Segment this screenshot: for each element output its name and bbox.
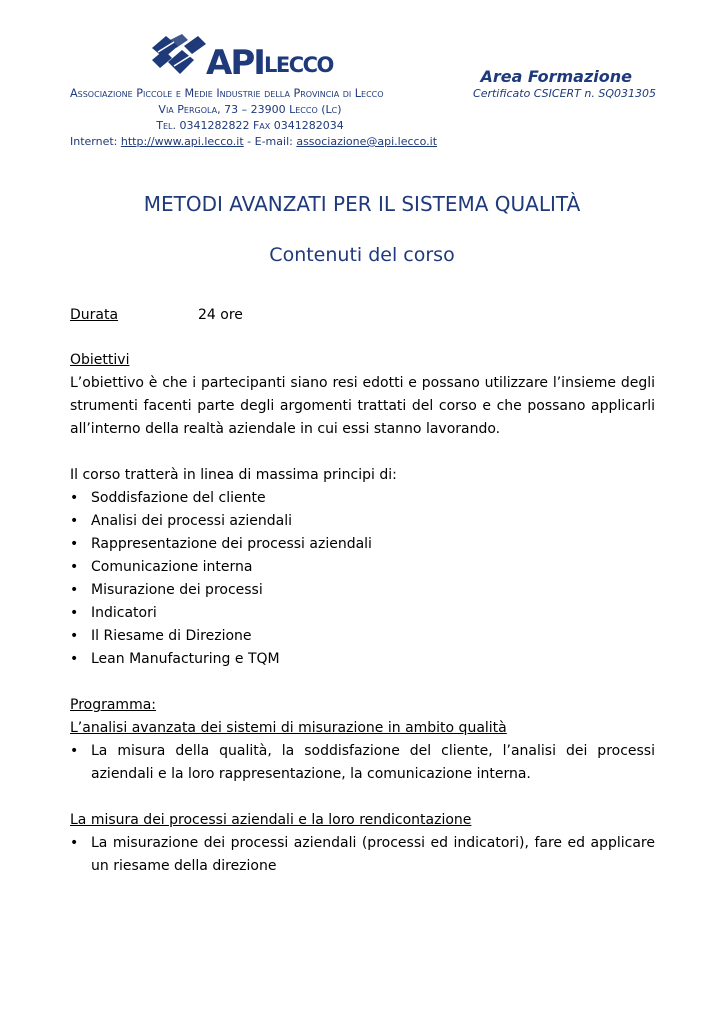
programma-heading: Programma:: [70, 697, 157, 713]
svg-text:LECCO: LECCO: [264, 53, 333, 77]
list-item: • Soddisfazione del cliente: [70, 487, 655, 510]
section2-title: La misura dei processi aziendali e la loro rendicontazione: [70, 812, 472, 828]
certificate-number: Certificato CSICERT n. SQ031305: [473, 87, 656, 100]
association-address: Via Pergola, 73 – 23900 Lecco (Lc): [158, 103, 342, 116]
email-label: - E-mail:: [243, 135, 293, 148]
association-phone: Tel. 0341282822 Fax 0341282034: [156, 119, 344, 132]
page-title: METODI AVANZATI PER IL SISTEMA QUALITÀ: [143, 192, 581, 216]
bullet-icon: •: [70, 582, 79, 598]
list-item: • Analisi dei processi aziendali: [70, 510, 655, 533]
email-link[interactable]: associazione@api.lecco.it: [296, 135, 438, 148]
section1-title: L’analisi avanzata dei sistemi di misurazione in ambito qualità: [70, 720, 507, 736]
bullet-icon: •: [70, 628, 79, 644]
list-item: • Rappresentazione dei processi aziendali: [70, 533, 655, 556]
principi-list: [70, 487, 655, 671]
list-item: • Misurazione dei processi: [70, 579, 655, 602]
list-item: • Il Riesame di Direzione: [70, 625, 655, 648]
bullet-icon: •: [70, 490, 79, 506]
svg-text:API: API: [206, 43, 264, 82]
section1-list: [70, 740, 655, 786]
bullet-icon: •: [70, 536, 79, 552]
association-contacts: [70, 135, 437, 148]
obiettivi-text: L’obiettivo è che i partecipanti siano resi edotti e possano utilizzare l’insieme degli strumenti facenti parte degli argomenti trattati del corso e che possano applicarli all’interno della realtà aziendale in cui essi stanno lavorando.: [70, 375, 655, 437]
api-lecco-logo: [148, 34, 338, 82]
list-item: • Indicatori: [70, 602, 655, 625]
list-item: • La misura della qualità, la soddisfazione del cliente, l’analisi dei processi aziendali e la loro rappresentazione, la comunicazione interna.: [70, 740, 655, 786]
association-name: Associazione Piccole e Medie Industrie della Provincia di Lecco: [70, 87, 384, 100]
internet-label: Internet:: [70, 135, 118, 148]
website-link[interactable]: http://www.api.lecco.it: [120, 135, 244, 148]
obiettivi-heading: Obiettivi: [70, 352, 130, 368]
bullet-icon: •: [70, 651, 79, 667]
bullet-icon: •: [70, 835, 79, 851]
bullet-icon: •: [70, 743, 79, 759]
area-label: Area Formazione: [480, 67, 632, 86]
list-item: • La misurazione dei processi aziendali (processi ed indicatori), fare ed applicare un riesame della direzione: [70, 832, 655, 878]
principi-intro: Il corso tratterà in linea di massima principi di:: [70, 467, 397, 483]
page-subtitle: Contenuti del corso: [269, 244, 455, 266]
durata-label: Durata: [70, 307, 119, 323]
list-item: • Comunicazione interna: [70, 556, 655, 579]
bullet-icon: •: [70, 513, 79, 529]
durata-value: 24 ore: [198, 307, 243, 323]
list-item: • Lean Manufacturing e TQM: [70, 648, 655, 671]
section2-list: [70, 832, 655, 878]
bullet-icon: •: [70, 559, 79, 575]
bullet-icon: •: [70, 605, 79, 621]
